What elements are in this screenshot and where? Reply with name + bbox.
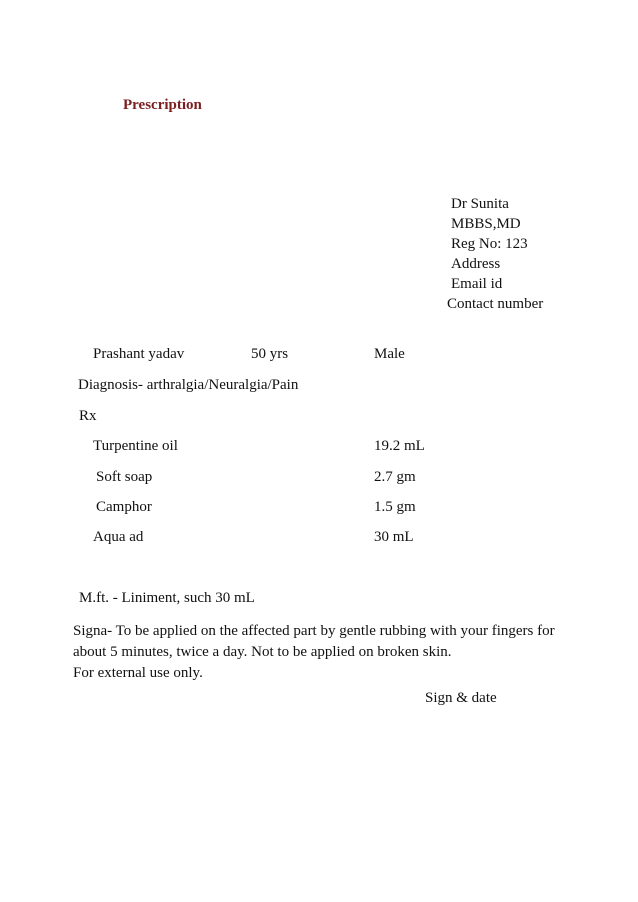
doctor-contact: Contact number (447, 296, 544, 312)
page-title: Prescription (123, 97, 202, 113)
signa-line: about 5 minutes, twice a day. Not to be applied on broken skin. (73, 644, 452, 660)
ingredient-name: Turpentine oil (93, 438, 178, 454)
sign-date-label: Sign & date (425, 690, 497, 706)
patient-sex: Male (374, 346, 405, 362)
rx-label: Rx (79, 408, 97, 424)
patient-name: Prashant yadav (93, 346, 185, 362)
signa-line: For external use only. (73, 665, 203, 681)
ingredient-name: Aqua ad (93, 529, 144, 545)
ingredient-name: Camphor (96, 499, 152, 515)
doctor-name: Dr Sunita (451, 196, 509, 212)
doctor-qualification: MBBS,MD (451, 216, 521, 232)
diagnosis: Diagnosis- arthralgia/Neuralgia/Pain (78, 377, 299, 393)
ingredient-amount: 1.5 gm (374, 499, 416, 515)
doctor-reg-no: Reg No: 123 (451, 236, 528, 252)
ingredient-amount: 30 mL (374, 529, 414, 545)
ingredient-name: Soft soap (96, 469, 153, 485)
ingredient-amount: 19.2 mL (374, 438, 425, 454)
ingredient-amount: 2.7 gm (374, 469, 416, 485)
patient-age: 50 yrs (251, 346, 289, 362)
mft-instruction: M.ft. - Liniment, such 30 mL (79, 590, 255, 606)
doctor-email: Email id (451, 276, 503, 292)
doctor-address: Address (451, 256, 501, 272)
signa-line: Signa- To be applied on the affected part by gentle rubbing with your fingers for (73, 623, 555, 639)
signa-instructions (73, 621, 573, 684)
